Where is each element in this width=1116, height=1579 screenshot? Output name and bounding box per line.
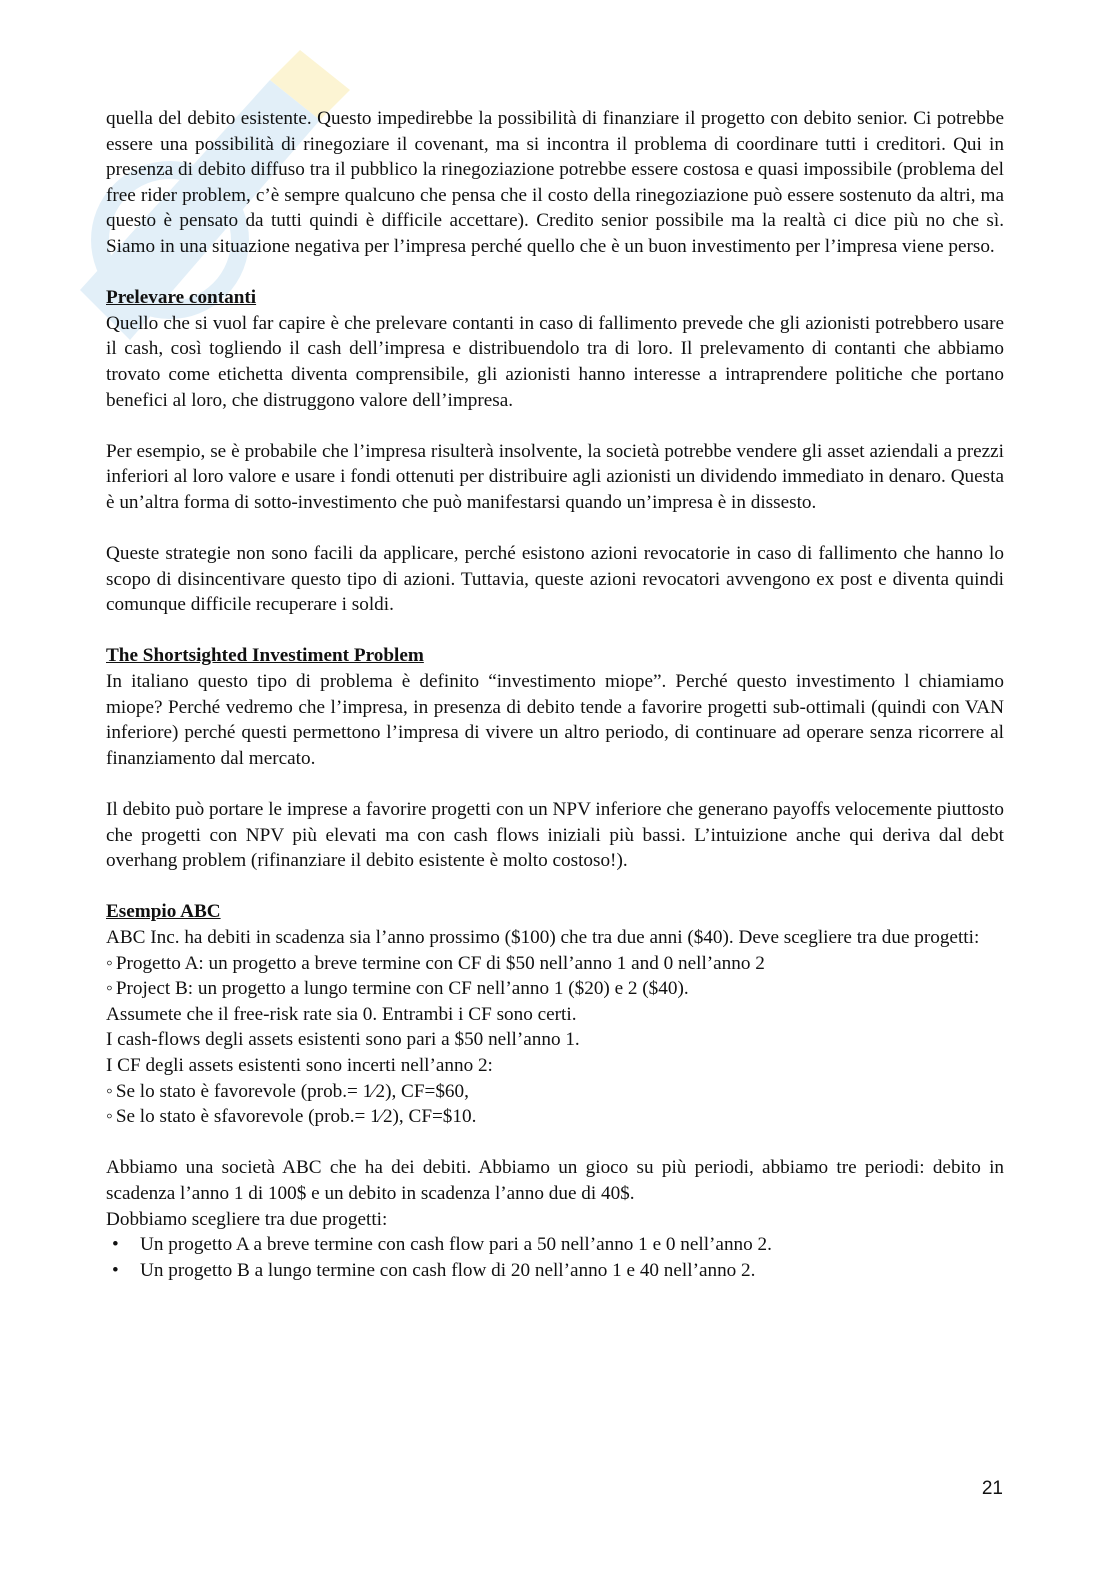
paragraph-societa-abc: Abbiamo una società ABC che ha dei debiti. Abbiamo un gioco su più periodi, abbiamo tre periodi: debito in scadenza l’anno 1 di 100$ e un debito in scadenza l’anno due di 40$. — [106, 1157, 1004, 1204]
list-item-text: Un progetto A a breve termine con cash flow pari a 50 nell’anno 1 e 0 nell’anno 2. — [140, 1234, 772, 1256]
paragraph-scelta-progetti: Dobbiamo scegliere tra due progetti: — [106, 1208, 388, 1230]
paragraph-azioni-revocatorie: Queste strategie non sono facili da applicare, perché esistono azioni revocatorie in caso di fallimento che hanno lo scopo di disincentivare questo tipo di azioni. Tuttavia, queste azioni revocatori avvengono ex post e diventa quindi comunque difficile recuperare i soldi. — [106, 543, 1004, 616]
paragraph-abc-intro: ABC Inc. ha debiti in scadenza sia l’anno prossimo ($100) che tra due anni ($40). Deve scegliere tra due progetti: — [106, 927, 980, 948]
paragraph-esempio-insolvenza: Per esempio, se è probabile che l’impresa risulterà insolvente, la società potrebbe vendere gli asset aziendali a prezzi inferiori al loro valore e usare i fondi ottenuti per distribuire agli azionisti un dividendo immediato in denaro. Questa è un’altra forma di sotto-investimento che può manifestarsi quando un’impresa è in dissesto. — [106, 440, 1004, 513]
example-item-progetto-a: ◦ Progetto A: un progetto a breve termine con CF di $50 nell’anno 1 and 0 nell’anno 2 — [106, 951, 1004, 977]
heading-shortsighted-investment: The Shortsighted Investiment Problem — [106, 645, 424, 667]
bullet-icon: • — [112, 1234, 119, 1256]
example-item-stato-favorevole: ◦ Se lo stato è favorevole (prob.= 1⁄2), CF=$60, — [106, 1079, 1004, 1105]
example-line-risk-free: Assumete che il free-risk rate sia 0. Entrambi i CF sono certi. — [106, 1003, 577, 1025]
page-number: 21 — [981, 1478, 1003, 1499]
heading-esempio-abc: Esempio ABC — [106, 901, 221, 923]
bullet-list-progetti — [106, 1232, 1004, 1283]
example-line-cf-incerti: I CF degli assets esistenti sono incerti nell’anno 2: — [106, 1054, 493, 1076]
list-item-text: Un progetto B a lungo termine con cash flow di 20 nell’anno 1 e 40 nell’anno 2. — [140, 1259, 756, 1281]
example-line-cash-flows-anno1: I cash-flows degli assets esistenti sono pari a $50 nell’anno 1. — [106, 1029, 580, 1051]
paragraph-debt-overhang: Il debito può portare le imprese a favorire progetti con un NPV inferiore che generano payoffs velocemente piuttosto che progetti con NPV più elevati ma con cash flows iniziali più bassi. L’intuizione anche qui deriva dal debt overhang problem (rifinanziare il debito esistente è molto costoso!). — [106, 799, 1004, 872]
heading-prelevare-contanti: Prelevare contanti — [106, 287, 257, 309]
paragraph-debito-esistente: quella del debito esistente. Questo impedirebbe la possibilità di finanziare il progetto con debito senior. Ci potrebbe essere una possibilità di rinegoziare il covenant, ma si incontra il problema di coordinare tutti i creditori. Qui in presenza di debito diffuso tra il pubblico la rinegoziazione potrebbe essere costosa e quasi impossibile (problema del free rider problem, c’è sempre qualcuno che pensa che il costo della rinegoziazione può essere sostenuto da altri, ma questo è pensato da tutti quindi è difficile accettare). Credito senior possibile ma la realtà ci dice più no che sì. Siamo in una situazione negativa per l’impresa perché quello che è un buon investimento per l’impresa viene perso. — [106, 108, 1004, 257]
paragraph-prelevare-contanti: Quello che si vuol far capire è che prelevare contanti in caso di fallimento prevede che gli azionisti potrebbero usare il cash, così togliendo il cash dell’impresa e distribuendolo tra di loro. Il prelevamento di contanti che abbiamo trovato come etichetta diventa comprensibile, gli azionisti hanno interesse a intraprendere politiche che portano benefici al loro, che distruggono valore dell’impresa. — [106, 312, 1004, 411]
bullet-icon: • — [112, 1259, 119, 1281]
list-item — [106, 1232, 1004, 1258]
example-item-stato-sfavorevole: ◦ Se lo stato è sfavorevole (prob.= 1⁄2), CF=$10. — [106, 1104, 1004, 1130]
example-item-project-b: ◦ Project B: un progetto a lungo termine con CF nell’anno 1 ($20) e 2 ($40). — [106, 976, 1004, 1002]
list-item — [106, 1258, 1004, 1284]
document-page — [106, 106, 1004, 1283]
paragraph-investimento-miope: In italiano questo tipo di problema è definito “investimento miope”. Perché questo investimento l chiamiamo miope? Perché vedremo che l’impresa, in presenza di debito tende a favorire progetti sub-ottimali (quindi con VAN inferiore) perché questi permettono l’impresa di vivere un altro periodo, di continuare ad operare senza ricorrere al finanziamento dal mercato. — [106, 671, 1004, 769]
